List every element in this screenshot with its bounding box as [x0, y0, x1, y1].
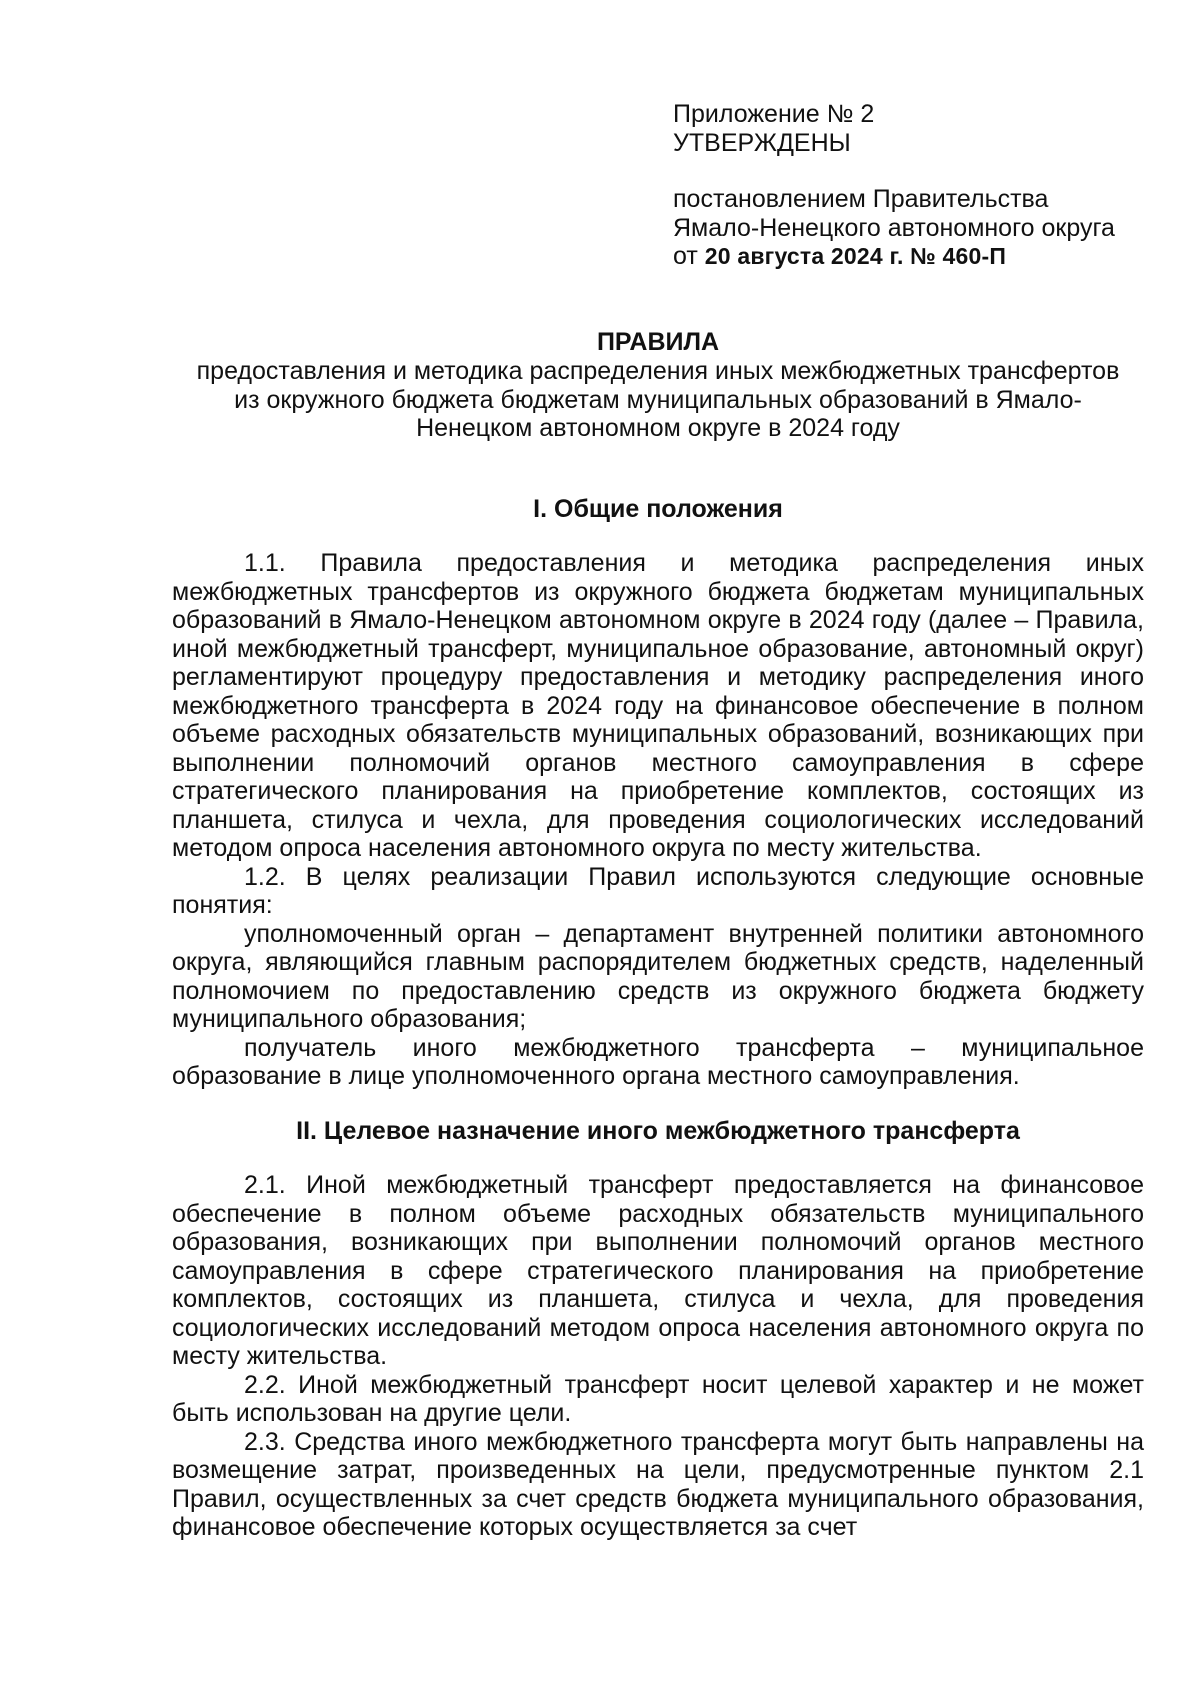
- decree-date-number: 20 августа 2024 г. № 460-П: [704, 243, 1007, 269]
- approved-label: УТВЕРЖДЕНЫ: [673, 128, 851, 157]
- resolution-line-1: постановлением Правительства: [673, 185, 1049, 213]
- document-subtitle: предоставления и методика распределения иных межбюджетных трансфертов из окружного бюджета бюджетам муниципальных образований в Ямало-Ненецком автономном округе в 2024 году: [196, 357, 1120, 442]
- paragraph-2-3: 2.3. Средства иного межбюджетного трансферта могут быть направлены на возмещение затрат, произведенных на цели, предусмотренные пунктом 2.1 Правил, осуществленных за счет средств бюджета муниципального образования, финансовое обеспечение которых осуществляется за счет: [172, 1427, 1144, 1541]
- paragraph-1-2: 1.2. В целях реализации Правил используются следующие основные понятия:: [172, 862, 1144, 919]
- section-2-heading: II. Целевое назначение иного межбюджетного трансферта: [296, 1116, 1020, 1145]
- appendix-block: [673, 100, 1153, 271]
- resolution-date-line: [673, 242, 1153, 271]
- paragraph-1-1: 1.1. Правила предоставления и методика распределения иных межбюджетных трансфертов из окружного бюджета бюджетам муниципальных образований в Ямало-Ненецком автономном округе в 2024 году (далее – Правила, иной межбюджетный трансферт, муниципальное образование, автономный округ) регламентируют процедуру предоставления и методику распределения иного межбюджетного трансферта в 2024 году на финансовое обеспечение в полном объеме расходных обязательств муниципальных образований, возникающих при выполнении полномочий органов местного самоуправления в сфере стратегического планирования на приобретение комплектов, состоящих из планшета, стилуса и чехла, для проведения социологических исследований методом опроса населения автономного округа по месту жительства.: [172, 549, 1144, 862]
- resolution-line-2: Ямало-Ненецкого автономного округа: [673, 213, 1115, 242]
- document-title: ПРАВИЛА: [596, 328, 720, 356]
- date-prefix: от: [673, 242, 698, 270]
- section-1-heading: I. Общие положения: [533, 494, 783, 523]
- definition-recipient: получатель иного межбюджетного трансферта – муниципальное образование в лице уполномоченного органа местного самоуправления.: [172, 1033, 1144, 1090]
- paragraph-2-1: 2.1. Иной межбюджетный трансферт предоставляется на финансовое обеспечение в полном объеме расходных обязательств муниципального образования, возникающих при выполнении полномочий органов местного самоуправления в сфере стратегического планирования на приобретение комплектов, состоящих из планшета, стилуса и чехла, для проведения социологических исследований методом опроса населения автономного округа по месту жительства.: [172, 1171, 1144, 1370]
- definition-authorized-body: уполномоченный орган – департамент внутренней политики автономного округа, являющийся главным распорядителем бюджетных средств, наделенный полномочием по предоставлению средств из окружного бюджета бюджету муниципального образования;: [172, 919, 1144, 1033]
- document-body: [172, 327, 1144, 1542]
- paragraph-2-2: 2.2. Иной межбюджетный трансферт носит целевой характер и не может быть использован на другие цели.: [172, 1370, 1144, 1427]
- appendix-number: Приложение № 2: [673, 100, 875, 128]
